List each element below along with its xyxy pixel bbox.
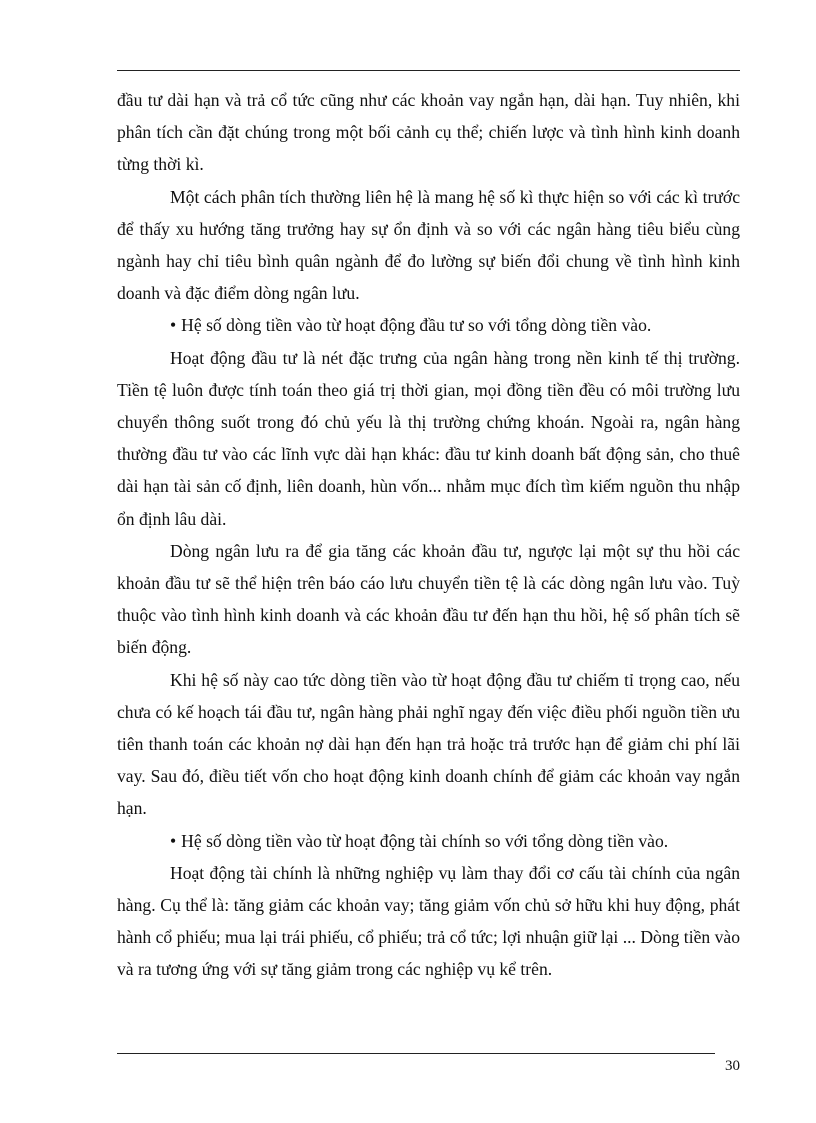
header-rule — [117, 70, 740, 71]
bullet-icon: • — [170, 830, 177, 851]
bullet-icon: • — [170, 315, 177, 336]
page-body — [117, 84, 740, 986]
paragraph-investment-activity: Hoạt động đầu tư là nét đặc trưng của ngân hàng trong nền kinh tế thị trường. Tiền tệ luôn được tính toán theo giá trị thời gian, mọi đồng tiền đều có môi trường lưu chuyển thông suốt trong đó chủ yếu là thị trường chứng khoán. Ngoài ra, ngân hàng thường đầu tư vào các lĩnh vực dài hạn khác: đầu tư kinh doanh bất động sản, cho thuê dài hạn tài sản cố định, liên doanh, hùn vốn... nhằm mục đích tìm kiếm nguồn thu nhập ổn định lâu dài. — [117, 347, 740, 529]
paragraph-analysis-method: Một cách phân tích thường liên hệ là mang hệ số kì thực hiện so với các kì trước để thấy xu hướng tăng trưởng hay sự ổn định và so với các ngân hàng tiêu biểu cùng ngành hay chỉ tiêu bình quân ngành để đo lường sự biến đổi chung về tình hình kinh doanh và đặc điểm dòng ngân lưu. — [117, 186, 740, 304]
paragraph-investment-flows: Dòng ngân lưu ra để gia tăng các khoản đầu tư, ngược lại một sự thu hồi các khoản đầu tư sẽ thể hiện trên báo cáo lưu chuyển tiền tệ là các dòng ngân lưu vào. Tuỳ thuộc vào tình hình kinh doanh và các khoản đầu tư đến hạn thu hồi, hệ số phân tích sẽ biến động. — [117, 540, 740, 658]
bullet-investment-ratio-text: Hệ số dòng tiền vào từ hoạt động đầu tư so với tổng dòng tiền vào. — [181, 315, 652, 336]
page-number: 30 — [725, 1058, 740, 1074]
bullet-investment-ratio — [117, 309, 740, 341]
bullet-financing-ratio — [117, 825, 740, 857]
paragraph-high-ratio: Khi hệ số này cao tức dòng tiền vào từ hoạt động đầu tư chiếm tỉ trọng cao, nếu chưa có kế hoạch tái đầu tư, ngân hàng phải nghĩ ngay đến việc điều phối nguồn tiền ưu tiên thanh toán các khoản nợ dài hạn đến hạn trả hoặc trả trước hạn để giảm chi phí lãi vay. Sau đó, điều tiết vốn cho hoạt động kinh doanh chính để giảm các khoản vay ngắn hạn. — [117, 669, 740, 819]
paragraph-financing-activity: Hoạt động tài chính là những nghiệp vụ làm thay đổi cơ cấu tài chính của ngân hàng. Cụ thể là: tăng giảm các khoản vay; tăng giảm vốn chủ sở hữu khi huy động, phát hành cổ phiếu; mua lại trái phiếu, cổ phiếu; trả cổ tức; lợi nhuận giữ lại ... Dòng tiền vào và ra tương ứng với sự tăng giảm trong các nghiệp vụ kể trên. — [117, 862, 740, 980]
bullet-financing-ratio-text: Hệ số dòng tiền vào từ hoạt động tài chính so với tổng dòng tiền vào. — [181, 830, 669, 851]
paragraph-continuation: đầu tư dài hạn và trả cổ tức cũng như các khoản vay ngắn hạn, dài hạn. Tuy nhiên, khi phân tích cần đặt chúng trong một bối cảnh cụ thể; chiến lược và tình hình kinh doanh từng thời kì. — [117, 90, 740, 175]
footer-rule — [117, 1053, 715, 1054]
